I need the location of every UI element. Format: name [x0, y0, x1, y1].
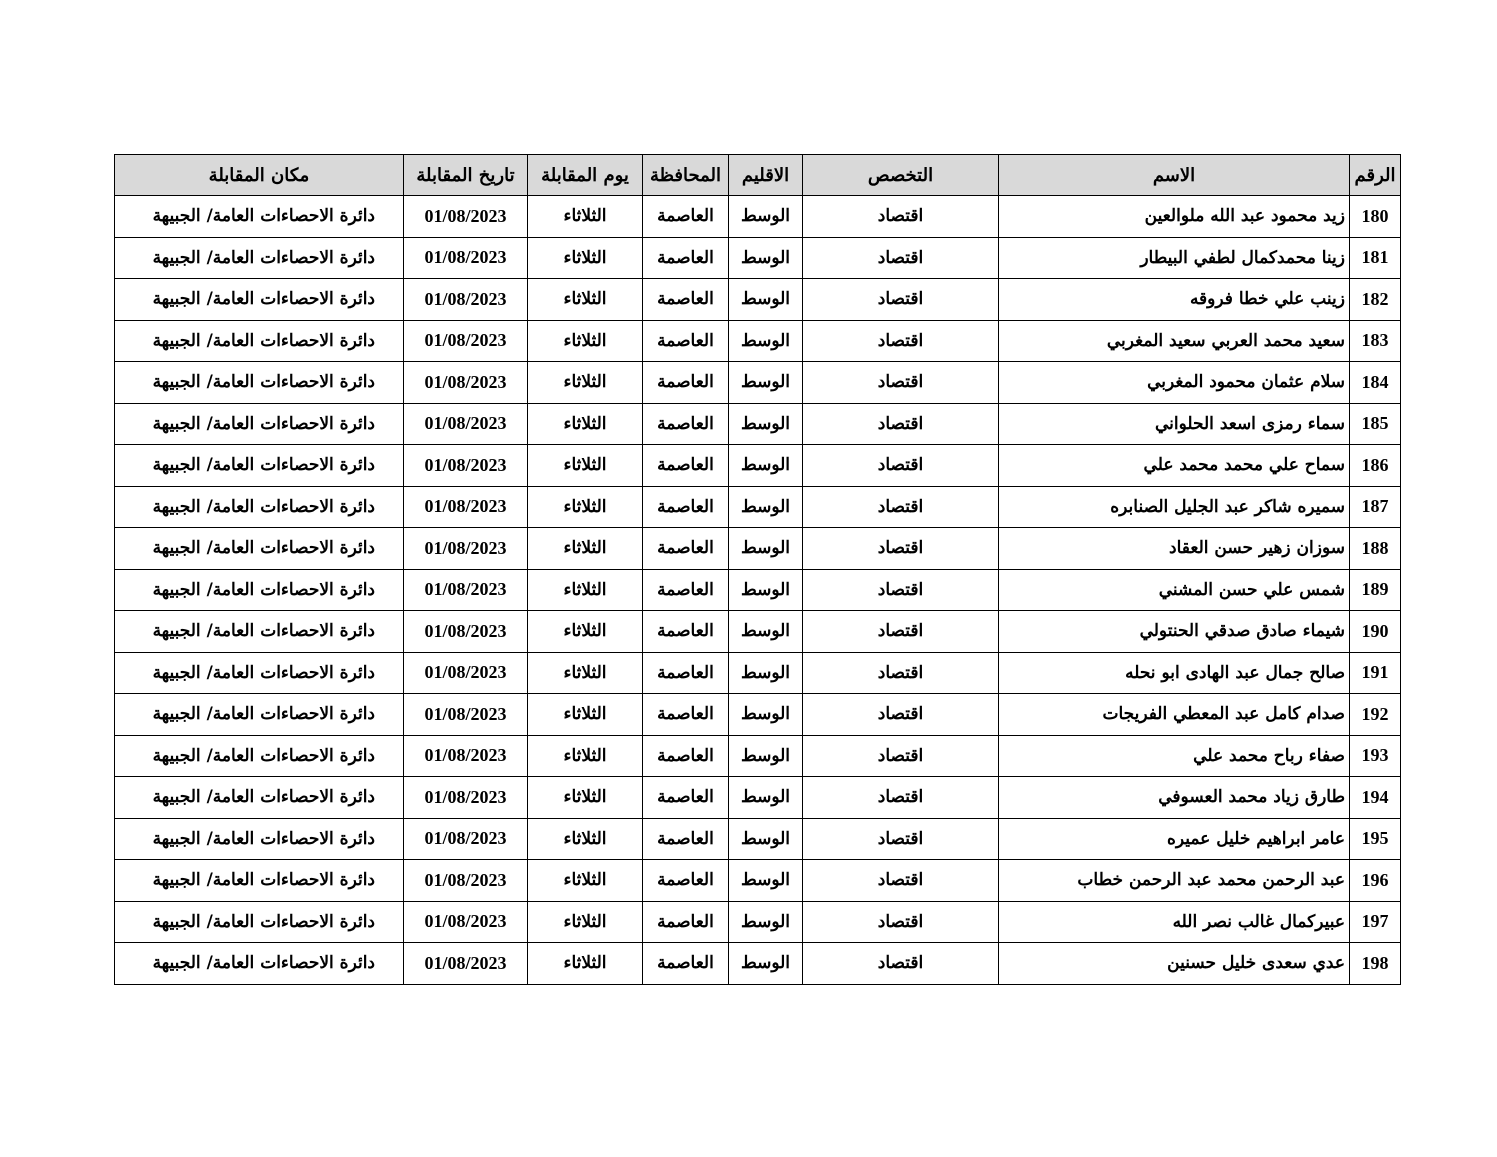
row-governorate: العاصمة	[643, 486, 729, 528]
row-number: 198	[1350, 943, 1401, 985]
row-governorate: العاصمة	[643, 777, 729, 819]
row-interview-date: 01/08/2023	[404, 445, 528, 487]
table-row	[115, 362, 1401, 404]
row-interview-date: 01/08/2023	[404, 777, 528, 819]
table-row	[115, 943, 1401, 985]
table-row	[115, 320, 1401, 362]
header-interview-date: تاريخ المقابلة	[404, 155, 528, 196]
row-region: الوسط	[729, 445, 803, 487]
row-governorate: العاصمة	[643, 445, 729, 487]
row-governorate: العاصمة	[643, 196, 729, 238]
row-governorate: العاصمة	[643, 611, 729, 653]
row-interview-place: دائرة الاحصاءات العامة/ الجبيهة	[115, 403, 404, 445]
table-row	[115, 901, 1401, 943]
row-number: 197	[1350, 901, 1401, 943]
row-specialization: اقتصاد	[803, 403, 999, 445]
row-interview-day: الثلاثاء	[528, 403, 643, 445]
row-specialization: اقتصاد	[803, 860, 999, 902]
row-name: سماء رمزى اسعد الحلواني	[999, 403, 1350, 445]
row-region: الوسط	[729, 611, 803, 653]
row-number: 192	[1350, 694, 1401, 736]
row-interview-date: 01/08/2023	[404, 611, 528, 653]
row-governorate: العاصمة	[643, 569, 729, 611]
row-specialization: اقتصاد	[803, 652, 999, 694]
row-name: زينب علي خطا فروقه	[999, 279, 1350, 321]
table-row	[115, 818, 1401, 860]
row-interview-day: الثلاثاء	[528, 735, 643, 777]
row-name: زيد محمود عبد الله ملوالعين	[999, 196, 1350, 238]
row-interview-day: الثلاثاء	[528, 818, 643, 860]
row-specialization: اقتصاد	[803, 735, 999, 777]
row-interview-day: الثلاثاء	[528, 569, 643, 611]
row-interview-date: 01/08/2023	[404, 569, 528, 611]
table-row	[115, 735, 1401, 777]
row-region: الوسط	[729, 694, 803, 736]
row-name: عبيركمال غالب نصر الله	[999, 901, 1350, 943]
row-interview-day: الثلاثاء	[528, 445, 643, 487]
row-number: 188	[1350, 528, 1401, 570]
row-specialization: اقتصاد	[803, 237, 999, 279]
row-interview-date: 01/08/2023	[404, 694, 528, 736]
table-row	[115, 652, 1401, 694]
row-interview-date: 01/08/2023	[404, 237, 528, 279]
row-specialization: اقتصاد	[803, 569, 999, 611]
header-interview-place: مكان المقابلة	[115, 155, 404, 196]
row-governorate: العاصمة	[643, 860, 729, 902]
table-row	[115, 403, 1401, 445]
table-row	[115, 486, 1401, 528]
row-number: 195	[1350, 818, 1401, 860]
row-governorate: العاصمة	[643, 528, 729, 570]
header-region: الاقليم	[729, 155, 803, 196]
row-name: طارق زياد محمد العسوفي	[999, 777, 1350, 819]
row-specialization: اقتصاد	[803, 528, 999, 570]
row-specialization: اقتصاد	[803, 901, 999, 943]
header-row	[115, 155, 1401, 196]
interview-schedule-table-container	[115, 154, 1401, 985]
row-interview-day: الثلاثاء	[528, 901, 643, 943]
row-name: زينا محمدكمال لطفي البيطار	[999, 237, 1350, 279]
row-specialization: اقتصاد	[803, 196, 999, 238]
row-name: شيماء صادق صدقي الحنتولي	[999, 611, 1350, 653]
row-region: الوسط	[729, 901, 803, 943]
row-region: الوسط	[729, 486, 803, 528]
row-interview-day: الثلاثاء	[528, 279, 643, 321]
row-governorate: العاصمة	[643, 694, 729, 736]
row-region: الوسط	[729, 860, 803, 902]
row-interview-place: دائرة الاحصاءات العامة/ الجبيهة	[115, 860, 404, 902]
row-interview-place: دائرة الاحصاءات العامة/ الجبيهة	[115, 569, 404, 611]
row-interview-place: دائرة الاحصاءات العامة/ الجبيهة	[115, 196, 404, 238]
row-name: صالح جمال عبد الهادى ابو نحله	[999, 652, 1350, 694]
table-row	[115, 611, 1401, 653]
row-governorate: العاصمة	[643, 735, 729, 777]
row-interview-place: دائرة الاحصاءات العامة/ الجبيهة	[115, 279, 404, 321]
row-governorate: العاصمة	[643, 320, 729, 362]
row-specialization: اقتصاد	[803, 445, 999, 487]
row-governorate: العاصمة	[643, 652, 729, 694]
row-interview-place: دائرة الاحصاءات العامة/ الجبيهة	[115, 818, 404, 860]
table-row	[115, 445, 1401, 487]
row-name: سعيد محمد العربي سعيد المغربي	[999, 320, 1350, 362]
row-name: سلام عثمان محمود المغربي	[999, 362, 1350, 404]
row-interview-date: 01/08/2023	[404, 320, 528, 362]
table-row	[115, 777, 1401, 819]
table-body	[115, 196, 1401, 985]
row-governorate: العاصمة	[643, 237, 729, 279]
row-specialization: اقتصاد	[803, 818, 999, 860]
row-interview-place: دائرة الاحصاءات العامة/ الجبيهة	[115, 694, 404, 736]
row-interview-day: الثلاثاء	[528, 860, 643, 902]
row-region: الوسط	[729, 237, 803, 279]
row-governorate: العاصمة	[643, 901, 729, 943]
row-region: الوسط	[729, 320, 803, 362]
row-interview-day: الثلاثاء	[528, 320, 643, 362]
row-interview-date: 01/08/2023	[404, 943, 528, 985]
row-region: الوسط	[729, 777, 803, 819]
row-specialization: اقتصاد	[803, 694, 999, 736]
row-name: صفاء رباح محمد علي	[999, 735, 1350, 777]
row-specialization: اقتصاد	[803, 611, 999, 653]
row-number: 180	[1350, 196, 1401, 238]
row-name: عامر ابراهيم خليل عميره	[999, 818, 1350, 860]
row-region: الوسط	[729, 735, 803, 777]
row-interview-date: 01/08/2023	[404, 860, 528, 902]
row-number: 185	[1350, 403, 1401, 445]
row-interview-place: دائرة الاحصاءات العامة/ الجبيهة	[115, 237, 404, 279]
table-row	[115, 569, 1401, 611]
row-interview-place: دائرة الاحصاءات العامة/ الجبيهة	[115, 611, 404, 653]
row-name: صدام كامل عبد المعطي الفريجات	[999, 694, 1350, 736]
row-governorate: العاصمة	[643, 818, 729, 860]
row-number: 193	[1350, 735, 1401, 777]
row-number: 184	[1350, 362, 1401, 404]
row-region: الوسط	[729, 818, 803, 860]
row-name: شمس علي حسن المشني	[999, 569, 1350, 611]
header-interview-day: يوم المقابلة	[528, 155, 643, 196]
table-row	[115, 528, 1401, 570]
row-name: سماح علي محمد محمد علي	[999, 445, 1350, 487]
row-interview-date: 01/08/2023	[404, 818, 528, 860]
row-number: 196	[1350, 860, 1401, 902]
table-header	[115, 155, 1401, 196]
row-interview-date: 01/08/2023	[404, 279, 528, 321]
row-interview-place: دائرة الاحصاءات العامة/ الجبيهة	[115, 445, 404, 487]
row-region: الوسط	[729, 652, 803, 694]
row-specialization: اقتصاد	[803, 943, 999, 985]
row-interview-day: الثلاثاء	[528, 777, 643, 819]
row-governorate: العاصمة	[643, 362, 729, 404]
header-name: الاسم	[999, 155, 1350, 196]
row-number: 191	[1350, 652, 1401, 694]
header-specialization: التخصص	[803, 155, 999, 196]
row-interview-place: دائرة الاحصاءات العامة/ الجبيهة	[115, 901, 404, 943]
row-interview-day: الثلاثاء	[528, 943, 643, 985]
row-region: الوسط	[729, 362, 803, 404]
row-interview-date: 01/08/2023	[404, 735, 528, 777]
row-interview-day: الثلاثاء	[528, 528, 643, 570]
row-interview-day: الثلاثاء	[528, 237, 643, 279]
row-interview-place: دائرة الاحصاءات العامة/ الجبيهة	[115, 943, 404, 985]
row-interview-date: 01/08/2023	[404, 486, 528, 528]
row-interview-date: 01/08/2023	[404, 362, 528, 404]
row-specialization: اقتصاد	[803, 279, 999, 321]
row-number: 181	[1350, 237, 1401, 279]
row-interview-day: الثلاثاء	[528, 694, 643, 736]
row-interview-date: 01/08/2023	[404, 901, 528, 943]
row-interview-day: الثلاثاء	[528, 362, 643, 404]
row-interview-place: دائرة الاحصاءات العامة/ الجبيهة	[115, 777, 404, 819]
row-number: 182	[1350, 279, 1401, 321]
row-governorate: العاصمة	[643, 279, 729, 321]
row-name: سميره شاكر عبد الجليل الصنابره	[999, 486, 1350, 528]
table-row	[115, 279, 1401, 321]
row-number: 183	[1350, 320, 1401, 362]
row-region: الوسط	[729, 403, 803, 445]
row-specialization: اقتصاد	[803, 320, 999, 362]
row-interview-place: دائرة الاحصاءات العامة/ الجبيهة	[115, 652, 404, 694]
interview-schedule-table	[114, 154, 1401, 985]
row-number: 190	[1350, 611, 1401, 653]
row-region: الوسط	[729, 569, 803, 611]
row-specialization: اقتصاد	[803, 362, 999, 404]
row-interview-place: دائرة الاحصاءات العامة/ الجبيهة	[115, 735, 404, 777]
table-row	[115, 237, 1401, 279]
row-governorate: العاصمة	[643, 403, 729, 445]
row-region: الوسط	[729, 279, 803, 321]
table-row	[115, 694, 1401, 736]
row-number: 194	[1350, 777, 1401, 819]
table-row	[115, 196, 1401, 238]
row-specialization: اقتصاد	[803, 486, 999, 528]
row-name: عبد الرحمن محمد عبد الرحمن خطاب	[999, 860, 1350, 902]
row-interview-day: الثلاثاء	[528, 196, 643, 238]
header-number: الرقم	[1350, 155, 1401, 196]
header-governorate: المحافظة	[643, 155, 729, 196]
row-interview-date: 01/08/2023	[404, 196, 528, 238]
row-name: سوزان زهير حسن العقاد	[999, 528, 1350, 570]
row-interview-place: دائرة الاحصاءات العامة/ الجبيهة	[115, 320, 404, 362]
row-interview-day: الثلاثاء	[528, 486, 643, 528]
row-interview-place: دائرة الاحصاءات العامة/ الجبيهة	[115, 528, 404, 570]
row-number: 186	[1350, 445, 1401, 487]
row-region: الوسط	[729, 943, 803, 985]
row-interview-day: الثلاثاء	[528, 652, 643, 694]
row-interview-day: الثلاثاء	[528, 611, 643, 653]
row-specialization: اقتصاد	[803, 777, 999, 819]
row-number: 189	[1350, 569, 1401, 611]
row-governorate: العاصمة	[643, 943, 729, 985]
row-interview-place: دائرة الاحصاءات العامة/ الجبيهة	[115, 486, 404, 528]
row-name: عدي سعدى خليل حسنين	[999, 943, 1350, 985]
row-region: الوسط	[729, 528, 803, 570]
row-number: 187	[1350, 486, 1401, 528]
row-interview-date: 01/08/2023	[404, 528, 528, 570]
row-interview-date: 01/08/2023	[404, 403, 528, 445]
row-interview-place: دائرة الاحصاءات العامة/ الجبيهة	[115, 362, 404, 404]
row-interview-date: 01/08/2023	[404, 652, 528, 694]
table-row	[115, 860, 1401, 902]
row-region: الوسط	[729, 196, 803, 238]
